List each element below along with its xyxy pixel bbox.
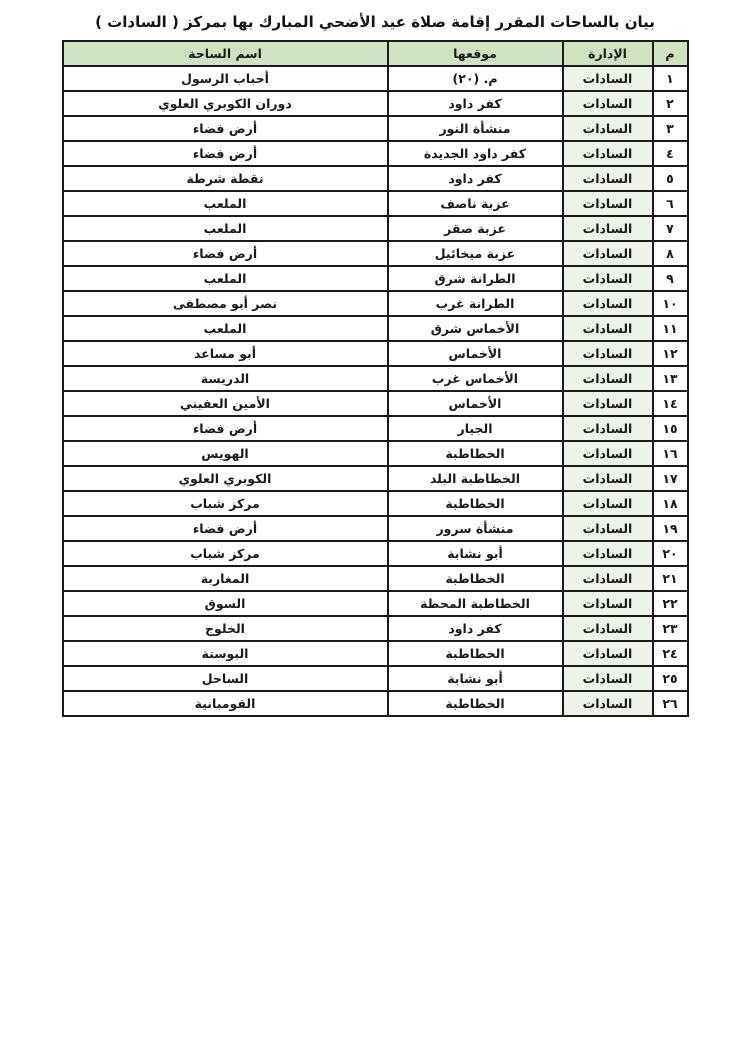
table-row xyxy=(63,291,688,316)
cell-location: كفر داود xyxy=(388,166,563,191)
cell-admin: السادات xyxy=(563,691,653,716)
cell-serial: ١٨ xyxy=(653,491,688,516)
cell-admin: السادات xyxy=(563,166,653,191)
cell-location: الخطاطبة xyxy=(388,491,563,516)
cell-name: الملعب xyxy=(63,216,388,241)
cell-name: أرض فضاء xyxy=(63,416,388,441)
cell-name: القومبانية xyxy=(63,691,388,716)
table-row xyxy=(63,216,688,241)
cell-admin: السادات xyxy=(563,91,653,116)
cell-admin: السادات xyxy=(563,316,653,341)
cell-serial: ٧ xyxy=(653,216,688,241)
cell-name: الساحل xyxy=(63,666,388,691)
cell-location: الطرانة غرب xyxy=(388,291,563,316)
cell-admin: السادات xyxy=(563,641,653,666)
cell-location: الأخماس xyxy=(388,391,563,416)
cell-location: الأخماس غرب xyxy=(388,366,563,391)
cell-admin: السادات xyxy=(563,216,653,241)
cell-name: مركز شباب xyxy=(63,541,388,566)
table-row xyxy=(63,491,688,516)
table-row xyxy=(63,691,688,716)
cell-location: عزبة ناصف xyxy=(388,191,563,216)
cell-name: الملعب xyxy=(63,191,388,216)
table-row xyxy=(63,91,688,116)
cell-admin: السادات xyxy=(563,266,653,291)
cell-location: عزبة صقر xyxy=(388,216,563,241)
cell-location: الخطاطبة البلد xyxy=(388,466,563,491)
cell-location: الأخماس xyxy=(388,341,563,366)
cell-serial: ٢٤ xyxy=(653,641,688,666)
table-row xyxy=(63,566,688,591)
cell-name: مركز شباب xyxy=(63,491,388,516)
cell-serial: ٥ xyxy=(653,166,688,191)
table-row xyxy=(63,366,688,391)
table-row xyxy=(63,416,688,441)
cell-name: أرض فضاء xyxy=(63,116,388,141)
cell-name: الأمين العفيني xyxy=(63,391,388,416)
cell-name: السوق xyxy=(63,591,388,616)
cell-serial: ٨ xyxy=(653,241,688,266)
cell-location: الخطاطبة xyxy=(388,691,563,716)
table-row xyxy=(63,241,688,266)
cell-name: الخلوج xyxy=(63,616,388,641)
cell-location: الخطاطبة xyxy=(388,441,563,466)
table-row xyxy=(63,441,688,466)
cell-location: م. (٢٠) xyxy=(388,66,563,91)
cell-location: عزبة ميخائيل xyxy=(388,241,563,266)
cell-name: دوران الكوبري العلوي xyxy=(63,91,388,116)
cell-location: منشأة سرور xyxy=(388,516,563,541)
table-row xyxy=(63,141,688,166)
header-serial: م xyxy=(653,41,688,66)
cell-serial: ١١ xyxy=(653,316,688,341)
header-name: اسم الساحة xyxy=(63,41,388,66)
table-row xyxy=(63,191,688,216)
header-location: موقعها xyxy=(388,41,563,66)
cell-serial: ٦ xyxy=(653,191,688,216)
cell-admin: السادات xyxy=(563,616,653,641)
cell-name: الدريسة xyxy=(63,366,388,391)
cell-admin: السادات xyxy=(563,466,653,491)
cell-location: الجيار xyxy=(388,416,563,441)
table-row xyxy=(63,591,688,616)
table-header xyxy=(63,41,688,66)
cell-serial: ٢١ xyxy=(653,566,688,591)
cell-name: نصر أبو مصطفى xyxy=(63,291,388,316)
cell-name: الملعب xyxy=(63,266,388,291)
cell-admin: السادات xyxy=(563,391,653,416)
cell-admin: السادات xyxy=(563,441,653,466)
table-body xyxy=(63,66,688,716)
cell-location: أبو نشابة xyxy=(388,541,563,566)
table-row xyxy=(63,341,688,366)
cell-serial: ١٣ xyxy=(653,366,688,391)
cell-admin: السادات xyxy=(563,491,653,516)
header-row xyxy=(63,41,688,66)
cell-serial: ١٦ xyxy=(653,441,688,466)
cell-serial: ٢٠ xyxy=(653,541,688,566)
cell-admin: السادات xyxy=(563,366,653,391)
cell-admin: السادات xyxy=(563,666,653,691)
cell-serial: ١٤ xyxy=(653,391,688,416)
table-row xyxy=(63,666,688,691)
cell-name: الكوبري العلوي xyxy=(63,466,388,491)
cell-serial: ٢ xyxy=(653,91,688,116)
table-row xyxy=(63,166,688,191)
cell-name: الملعب xyxy=(63,316,388,341)
cell-serial: ٩ xyxy=(653,266,688,291)
table-row xyxy=(63,541,688,566)
table-row xyxy=(63,616,688,641)
cell-location: الأخماس شرق xyxy=(388,316,563,341)
cell-serial: ١ xyxy=(653,66,688,91)
cell-admin: السادات xyxy=(563,116,653,141)
table-row xyxy=(63,516,688,541)
cell-location: كفر داود الجديدة xyxy=(388,141,563,166)
table-row xyxy=(63,641,688,666)
cell-location: الخطاطبة xyxy=(388,566,563,591)
cell-admin: السادات xyxy=(563,191,653,216)
cell-serial: ١٧ xyxy=(653,466,688,491)
cell-location: منشأة النور xyxy=(388,116,563,141)
table-row xyxy=(63,391,688,416)
cell-location: أبو نشابة xyxy=(388,666,563,691)
cell-admin: السادات xyxy=(563,591,653,616)
cell-admin: السادات xyxy=(563,341,653,366)
cell-serial: ٢٦ xyxy=(653,691,688,716)
cell-name: المغاربة xyxy=(63,566,388,591)
cell-name: البوستة xyxy=(63,641,388,666)
cell-name: أحباب الرسول xyxy=(63,66,388,91)
cell-admin: السادات xyxy=(563,516,653,541)
cell-location: كفر داود xyxy=(388,91,563,116)
cell-serial: ١٠ xyxy=(653,291,688,316)
cell-name: أرض فضاء xyxy=(63,141,388,166)
cell-name: نقطة شرطة xyxy=(63,166,388,191)
cell-serial: ٤ xyxy=(653,141,688,166)
cell-serial: ٢٥ xyxy=(653,666,688,691)
cell-admin: السادات xyxy=(563,416,653,441)
cell-admin: السادات xyxy=(563,291,653,316)
table-row xyxy=(63,466,688,491)
cell-name: الهويس xyxy=(63,441,388,466)
cell-serial: ١٩ xyxy=(653,516,688,541)
document-title: بيان بالساحات المقرر إقامة صلاة عيد الأضحي المبارك بها بمركز ( السادات ) xyxy=(95,13,655,31)
table-row xyxy=(63,266,688,291)
cell-name: أرض فضاء xyxy=(63,241,388,266)
prayer-locations-table xyxy=(62,40,689,717)
header-admin: الإدارة xyxy=(563,41,653,66)
cell-admin: السادات xyxy=(563,541,653,566)
table-row xyxy=(63,116,688,141)
cell-location: الخطاطبة xyxy=(388,641,563,666)
cell-serial: ١٥ xyxy=(653,416,688,441)
cell-location: الخطاطبة المحطة xyxy=(388,591,563,616)
table-row xyxy=(63,316,688,341)
cell-location: كفر داود xyxy=(388,616,563,641)
table-row xyxy=(63,66,688,91)
cell-admin: السادات xyxy=(563,241,653,266)
cell-admin: السادات xyxy=(563,566,653,591)
cell-admin: السادات xyxy=(563,141,653,166)
cell-serial: ٢٣ xyxy=(653,616,688,641)
cell-serial: ٢٢ xyxy=(653,591,688,616)
cell-admin: السادات xyxy=(563,66,653,91)
cell-name: أبو مساعد xyxy=(63,341,388,366)
cell-serial: ١٢ xyxy=(653,341,688,366)
cell-location: الطرانة شرق xyxy=(388,266,563,291)
cell-name: أرض فضاء xyxy=(63,516,388,541)
cell-serial: ٣ xyxy=(653,116,688,141)
